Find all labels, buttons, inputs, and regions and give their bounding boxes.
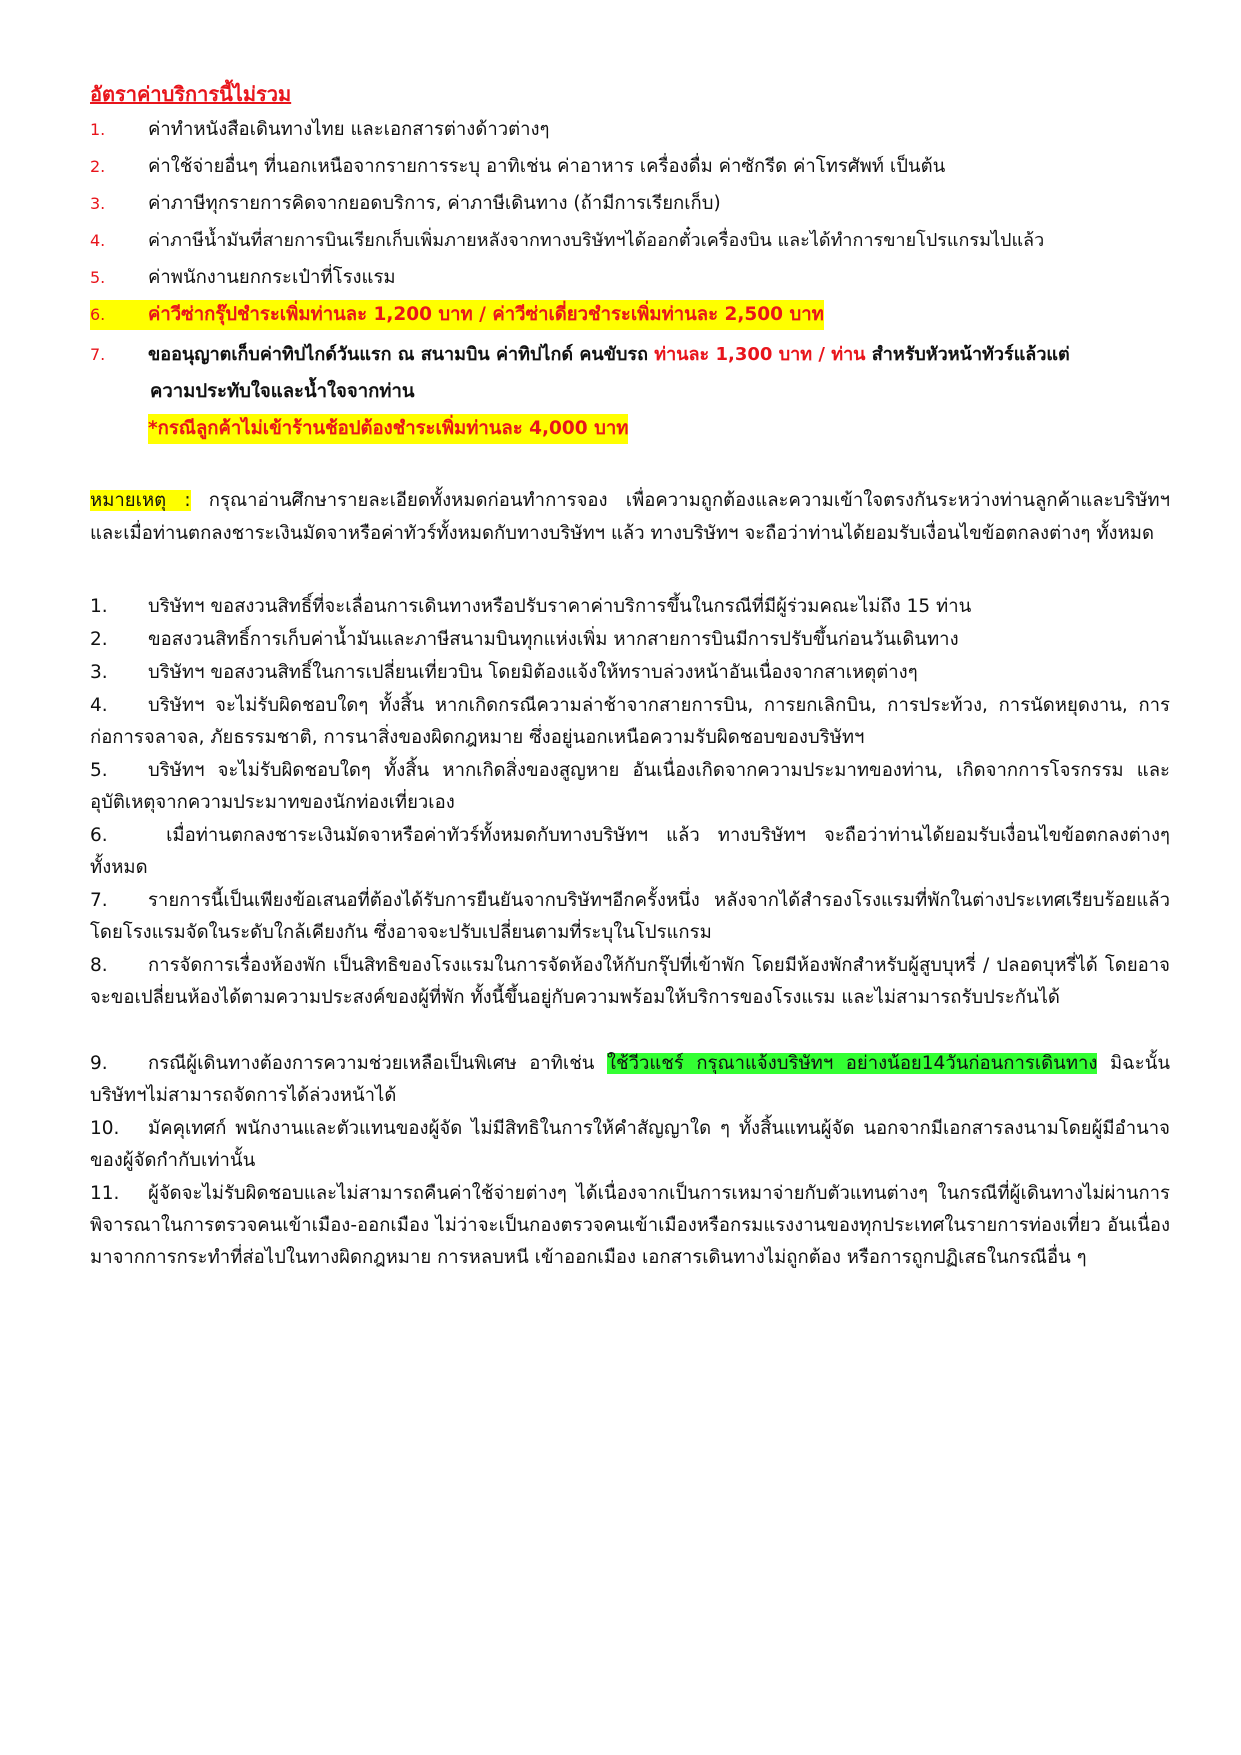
exclusion-number: 4. bbox=[90, 231, 106, 250]
exclusion-number: 7. bbox=[90, 345, 106, 364]
exclusions-title: อัตราค่าบริการนี้ไม่รวม bbox=[90, 82, 292, 106]
condition-item bbox=[90, 755, 1170, 819]
condition-number: 10. bbox=[90, 1118, 120, 1139]
exclusion-text: ค่าพนักงานยกกระเป๋าที่โรงแรม bbox=[148, 267, 396, 288]
condition-text: รายการนี้เป็นเพียงข้อเสนอที่ต้องได้รับการยืนยันจากบริษัทฯอีกครั้งหนึ่ง หลังจากได้สำรองโรงแรมที่พักในต่างประเทศเรียบร้อยแล้ว โดยโรงแรมจัดในระดับใกล้เคียงกัน ซึ่งอาจจะปรับเปลี่ยนตามที่ระบุในโปรแกรม bbox=[90, 890, 1170, 943]
tips-text-continued: ความประทับใจและน้ำใจจากท่าน bbox=[150, 381, 415, 402]
exclusion-number: 2. bbox=[90, 157, 106, 176]
condition-number: 1. bbox=[90, 596, 108, 617]
condition-number: 6. bbox=[90, 825, 108, 846]
condition-number: 2. bbox=[90, 629, 108, 650]
condition-text: กรณีผู้เดินทางต้องการความช่วยเหลือเป็นพิเศษ อาทิเช่น bbox=[148, 1053, 607, 1074]
condition-item bbox=[90, 885, 1170, 949]
condition-item bbox=[90, 820, 1170, 884]
exclusion-number: 6. bbox=[90, 300, 167, 330]
visa-fee-text: ค่าวีซ่ากรุ๊ปชำระเพิ่มท่านละ 1,200 บาท / ค่าวีซ่าเดี่ยวชำระเพิ่มท่านละ 2,500 บาท bbox=[148, 300, 824, 330]
condition-item bbox=[90, 950, 1170, 1014]
condition-item bbox=[90, 624, 1170, 656]
condition-text: เมื่อท่านตกลงชาระเงินมัดจาหรือค่าทัวร์ทั้งหมดกับทางบริษัทฯ แล้ว ทางบริษัทฯ จะถือว่าท่านได้ยอมรับเงื่อนไขข้อตกลงต่างๆ ทั้งหมด bbox=[90, 825, 1170, 878]
condition-item bbox=[90, 690, 1170, 754]
condition-item-special-assistance bbox=[90, 1048, 1170, 1112]
condition-text: มิฉะนั้น บริษัทฯไม่สามารถจัดการได้ล่วงหน้าได้ bbox=[90, 1053, 1171, 1106]
condition-number: 11. bbox=[90, 1183, 120, 1204]
condition-text: การจัดการเรื่องห้องพัก เป็นสิทธิของโรงแรมในการจัดห้องให้กับกรุ๊ปที่เข้าพัก โดยมีห้องพักสำหรับผู้สูบบุหรี่ / ปลอดบุหรี่ได้ โดยอาจจะขอเปลี่ยนห้องได้ตามความประสงค์ของผู้ที่พัก ทั้งนี้ขึ้นอยู่กับความพร้อมให้บริการของโรงแรม และไม่สามารถรับประกันได้ bbox=[90, 955, 1170, 1008]
condition-text: บริษัทฯ จะไม่รับผิดชอบใดๆ ทั้งสิ้น หากเกิดสิ่งของสูญหาย อันเนื่องเกิดจากความประมาทของท่าน, เกิดจากการโจรกรรม และ อุบัติเหตุจากความประมาทของนักท่องเที่ยวเอง bbox=[90, 760, 1170, 813]
exclusion-text: ค่าใช้จ่ายอื่นๆ ที่นอกเหนือจากรายการระบุ อาทิเช่น ค่าอาหาร เครื่องดื่ม ค่าซักรีด ค่าโทรศัพท์ เป็นต้น bbox=[148, 156, 946, 177]
shopping-surcharge-note: *กรณีลูกค้าไม่เข้าร้านช้อปต้องชำระเพิ่มท่านละ 4,000 บาท bbox=[148, 414, 628, 444]
condition-number: 7. bbox=[90, 890, 108, 911]
note-label: หมายเหตุ : bbox=[90, 490, 191, 511]
exclusion-number: 5. bbox=[90, 268, 106, 287]
condition-number: 4. bbox=[90, 695, 108, 716]
wheelchair-notice: ใช้วีวแชร์ กรุณาแจ้งบริษัทฯ อย่างน้อย14วันก่อนการเดินทาง bbox=[607, 1053, 1098, 1074]
exclusion-text: ค่าทำหนังสือเดินทางไทย และเอกสารต่างด้าวต่างๆ bbox=[148, 119, 550, 140]
condition-item bbox=[90, 591, 1170, 623]
condition-number: 9. bbox=[90, 1053, 108, 1074]
exclusion-text: ค่าภาษีน้ำมันที่สายการบินเรียกเก็บเพิ่มภายหลังจากทางบริษัทฯได้ออกตั๋วเครื่องบิน และได้ทำการขายโปรแกรมไปแล้ว bbox=[148, 230, 1045, 251]
note-text: กรุณาอ่านศึกษารายละเอียดทั้งหมดก่อนทำการจอง เพื่อความถูกต้องและความเข้าใจตรงกันระหว่างท่านลูกค้าและบริษัทฯ และเมื่อท่านตกลงชาระเงินมัดจาหรือค่าทัวร์ทั้งหมดกับทางบริษัทฯ แล้ว ทางบริษัทฯ จะถือว่าท่านได้ยอมรับเงื่อนไขข้อตกลงต่างๆ ทั้งหมด bbox=[90, 490, 1170, 544]
condition-text: มัคคุเทศก์ พนักงานและตัวแทนของผู้จัด ไม่มีสิทธิในการให้คำสัญญาใด ๆ ทั้งสิ้นแทนผู้จัด นอกจากมีเอกสารลงนามโดยผู้มีอำนาจของผู้จัดกำกับเท่านั้น bbox=[90, 1118, 1170, 1171]
condition-item bbox=[90, 1113, 1170, 1177]
exclusion-text: ค่าภาษีทุกรายการคิดจากยอดบริการ, ค่าภาษีเดินทาง (ถ้ามีการเรียกเก็บ) bbox=[148, 193, 721, 214]
condition-text: ผู้จัดจะไม่รับผิดชอบและไม่สามารถคืนค่าใช้จ่ายต่างๆ ได้เนื่องจากเป็นการเหมาจ่ายกับตัวแทนต่างๆ ในกรณีที่ผู้เดินทางไม่ผ่านการพิจารณาในการตรวจคนเข้าเมือง-ออกเมือง ไม่ว่าจะเป็นกองตรวจคนเข้าเมืองหรือกรมแรงงานของทุกประเทศในรายการท่องเที่ยว อันเนื่องมาจากการกระทำที่ส่อไปในทางผิดกฎหมาย การหลบหนี เข้าออกเมือง เอกสารเดินทางไม่ถูกต้อง หรือการถูกปฏิเสธในกรณีอื่น ๆ bbox=[90, 1183, 1170, 1268]
tips-amount: ท่านละ 1,300 บาท / ท่าน bbox=[654, 344, 866, 365]
condition-item bbox=[90, 657, 1170, 689]
condition-text: ขอสงวนสิทธิ์การเก็บค่าน้ำมันและภาษีสนามบินทุกแห่งเพิ่ม หากสายการบินมีการปรับขึ้นก่อนวันเดินทาง bbox=[148, 629, 959, 650]
note-paragraph bbox=[90, 484, 1170, 550]
condition-item bbox=[90, 1178, 1170, 1274]
tips-text-start: ขออนุญาตเก็บค่าทิปไกด์วันแรก ณ สนามบิน ค่าทิปไกด์ คนขับรถ bbox=[148, 344, 655, 365]
exclusion-number: 3. bbox=[90, 194, 106, 213]
tips-text-end: สำหรับหัวหน้าทัวร์แล้วแต่ bbox=[865, 344, 1070, 365]
condition-number: 5. bbox=[90, 760, 108, 781]
condition-number: 3. bbox=[90, 662, 108, 683]
exclusion-number: 1. bbox=[90, 120, 106, 139]
condition-text: บริษัทฯ จะไม่รับผิดชอบใดๆ ทั้งสิ้น หากเกิดกรณีความล่าช้าจากสายการบิน, การยกเลิกบิน, การประท้วง, การนัดหยุดงาน, การก่อการจลาจล, ภัยธรรมชาติ, การนาสิ่งของผิดกฎหมาย ซึ่งอยู่นอกเหนือความรับผิดชอบของบริษัทฯ bbox=[90, 695, 1170, 748]
condition-number: 8. bbox=[90, 955, 108, 976]
condition-text: บริษัทฯ ขอสงวนสิทธิ์ที่จะเลื่อนการเดินทางหรือปรับราคาค่าบริการขึ้นในกรณีที่มีผู้ร่วมคณะไม่ถึง 15 ท่าน bbox=[148, 596, 972, 617]
condition-text: บริษัทฯ ขอสงวนสิทธิ์ในการเปลี่ยนเที่ยวบิน โดยมิต้องแจ้งให้ทราบล่วงหน้าอันเนื่องจากสาเหตุต่างๆ bbox=[148, 662, 918, 683]
